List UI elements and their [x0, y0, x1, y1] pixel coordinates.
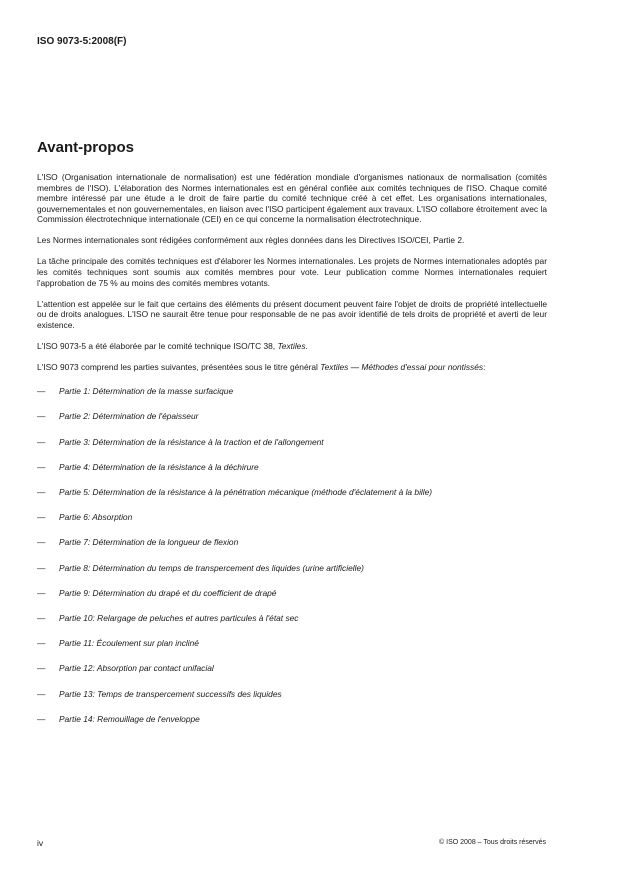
parts-intro-text: L'ISO 9073 comprend les parties suivantes, présentées sous le titre général [37, 361, 321, 372]
list-item [37, 437, 547, 448]
part-title: Partie 5: Détermination de la résistance à la pénétration mécanique (méthode d'éclatement à la bille) [59, 487, 433, 498]
list-item [37, 563, 547, 574]
part-title: Partie 3: Détermination de la résistance à la traction et de l'allongement [59, 436, 324, 447]
list-item [37, 537, 547, 548]
dash: — [37, 663, 46, 674]
dash: — [37, 411, 46, 422]
parts-list [37, 386, 547, 724]
page-title: Avant-propos [37, 139, 134, 156]
part-title: Partie 8: Détermination du temps de transpercement des liquides (urine artificielle) [59, 562, 364, 573]
part-title: Partie 4: Détermination de la résistance à la déchirure [59, 461, 259, 472]
part-title: Partie 1: Détermination de la masse surfacique [59, 386, 234, 397]
list-item [37, 512, 547, 523]
dash: — [37, 713, 46, 724]
dash: — [37, 436, 46, 447]
list-item [37, 714, 547, 725]
part-title: Partie 14: Remouillage de l'enveloppe [59, 713, 200, 724]
part-title: Partie 12: Absorption par contact unifacial [59, 663, 214, 674]
paragraph-technical-committees: La tâche principale des comités techniques est d'élaborer les Normes internationales. Les projets de Normes internationales adoptés par les comités techniques sont soumis aux comités membres pour vote. Leur publication comme Normes internationales requiert l'approbation de 75 % au moins des comités membres votants. [37, 256, 547, 288]
list-item [37, 663, 547, 674]
list-item [37, 386, 547, 397]
dash: — [37, 461, 46, 472]
general-title: Textiles — Méthodes d'essai pour nontissés [320, 361, 484, 372]
document-id: ISO 9073-5:2008(F) [37, 36, 127, 47]
paragraph-parts-intro [37, 362, 547, 373]
prepared-by-text: L'ISO 9073-5 a été élaborée par le comité technique ISO/TC 38, [37, 340, 278, 351]
part-title: Partie 6: Absorption [59, 512, 133, 523]
list-item [37, 487, 547, 498]
dash: — [37, 487, 46, 498]
part-title: Partie 10: Relargage de peluches et autres particules à l'état sec [59, 612, 299, 623]
dash: — [37, 688, 46, 699]
list-item [37, 411, 547, 422]
page-number: iv [37, 838, 44, 848]
dash: — [37, 386, 46, 397]
dash: — [37, 562, 46, 573]
dash: — [37, 587, 46, 598]
paragraph-iso-intro: L'ISO (Organisation internationale de normalisation) est une fédération mondiale d'organismes nationaux de normalisation (comités membres de l'ISO). L'élaboration des Normes internationales est en général confiée aux comités techniques de l'ISO. Chaque comité membre intéressé par une étude a le droit de faire partie du comité technique créé à cet effet. Les organisations internationales, gouvernementales et non gouvernementales, en liaison avec l'ISO participent également aux travaux. L'ISO collabore étroitement avec la Commission électrotechnique internationale (CEI) en ce qui concerne la normalisation électrotechnique. [37, 172, 547, 225]
prepared-by-suffix: . [305, 340, 308, 351]
list-item [37, 689, 547, 700]
list-item [37, 588, 547, 599]
committee-name: Textiles [277, 340, 306, 351]
part-title: Partie 2: Détermination de l'épaisseur [59, 411, 199, 422]
list-item [37, 462, 547, 473]
paragraph-patent-notice: L'attention est appelée sur le fait que certains des éléments du présent document peuvent faire l'objet de droits de propriété intellectuelle ou de droits analogues. L'ISO ne saurait être tenue pour responsable de ne pas avoir identifié de tels droits de propriété et averti de leur existence. [37, 298, 547, 330]
foreword-body [37, 172, 547, 739]
part-title: Partie 11: Écoulement sur plan incliné [59, 638, 199, 649]
list-item [37, 638, 547, 649]
paragraph-directives: Les Normes internationales sont rédigées conformément aux règles données dans les Directives ISO/CEI, Partie 2. [37, 235, 465, 246]
part-title: Partie 9: Détermination du drapé et du coefficient de drapé [59, 587, 277, 598]
part-title: Partie 7: Détermination de la longueur de flexion [59, 537, 239, 548]
dash: — [37, 612, 46, 623]
dash: — [37, 638, 46, 649]
parts-intro-suffix: : [483, 361, 486, 372]
dash: — [37, 512, 46, 523]
part-title: Partie 13: Temps de transpercement successifs des liquides [59, 688, 282, 699]
dash: — [37, 537, 46, 548]
list-item [37, 613, 547, 624]
paragraph-prepared-by [37, 341, 547, 352]
copyright-notice: © ISO 2008 – Tous droits réservés [439, 839, 546, 846]
